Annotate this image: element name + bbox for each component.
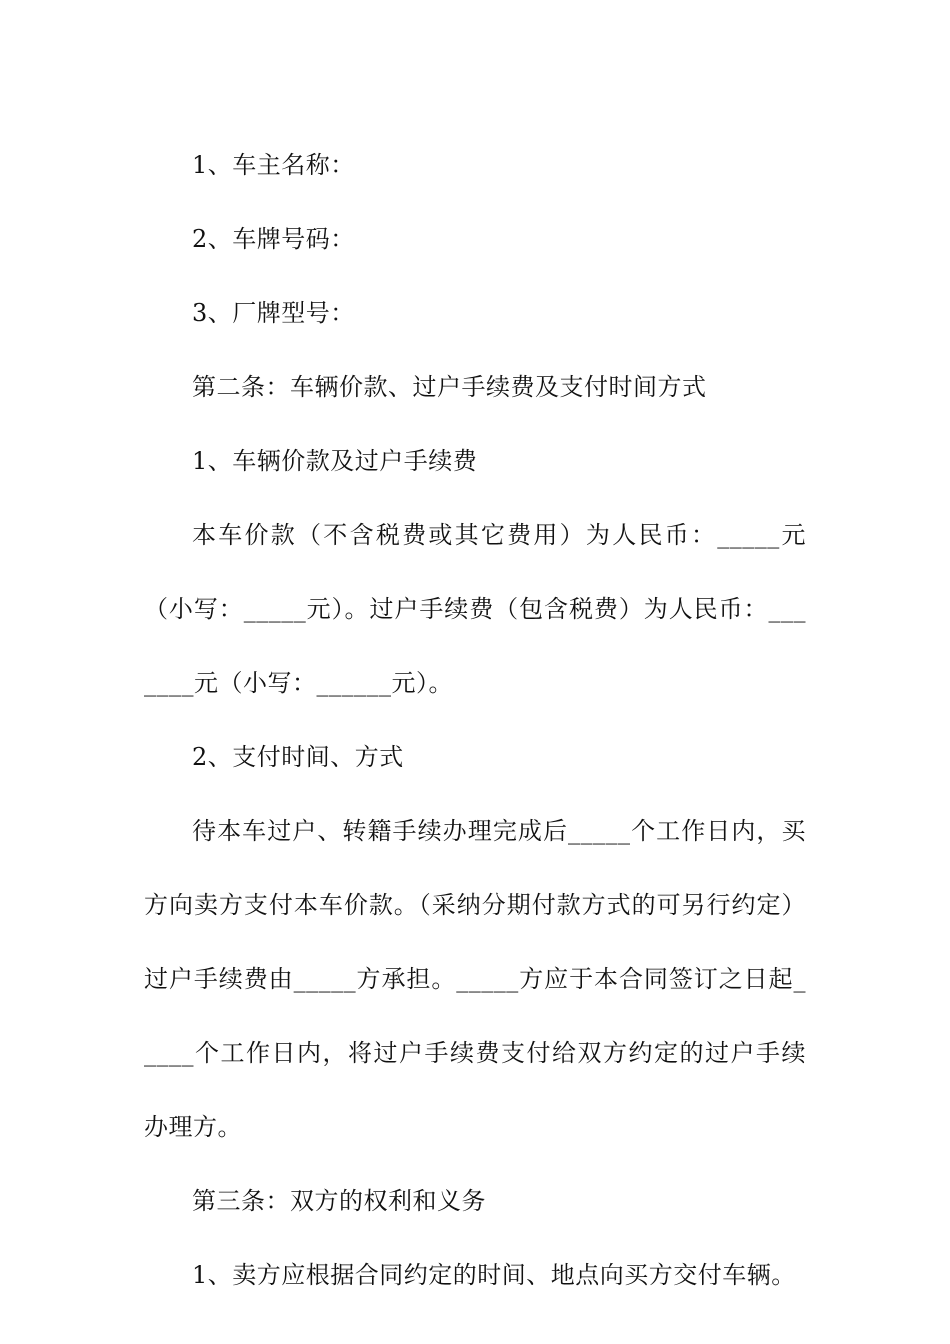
price-fee-subheading: 1、车辆价款及过户手续费: [192, 447, 478, 475]
brand-model-line: 3、厂牌型号：: [192, 299, 355, 327]
price-fee-paragraph: 本车价款（不含税费或其它费用）为人民币：_____元（小写：_____元）。过户手续费（包含税费）为人民币：_______元（小写：______元）。: [144, 521, 806, 697]
seller-obligation-line: 1、卖方应根据合同约定的时间、地点向买方交付车辆。: [192, 1261, 796, 1289]
plate-number-line: 2、车牌号码：: [192, 225, 355, 253]
owner-name-line: 1、车主名称：: [192, 151, 355, 179]
article-two-heading: 第二条：车辆价款、过户手续费及支付时间方式: [192, 373, 707, 401]
document-body: [144, 128, 806, 1312]
payment-method-paragraph: 待本车过户、转籍手续办理完成后_____个工作日内，买方向卖方支付本车价款。（采纳分期付款方式的可另行约定）过户手续费由_____方承担。_____方应于本合同签订之日起_____个工作日内，将过户手续费支付给双方约定的过户手续办理方。: [144, 817, 806, 1141]
payment-method-subheading: 2、支付时间、方式: [192, 743, 404, 771]
article-three-heading: 第三条：双方的权利和义务: [192, 1187, 486, 1215]
